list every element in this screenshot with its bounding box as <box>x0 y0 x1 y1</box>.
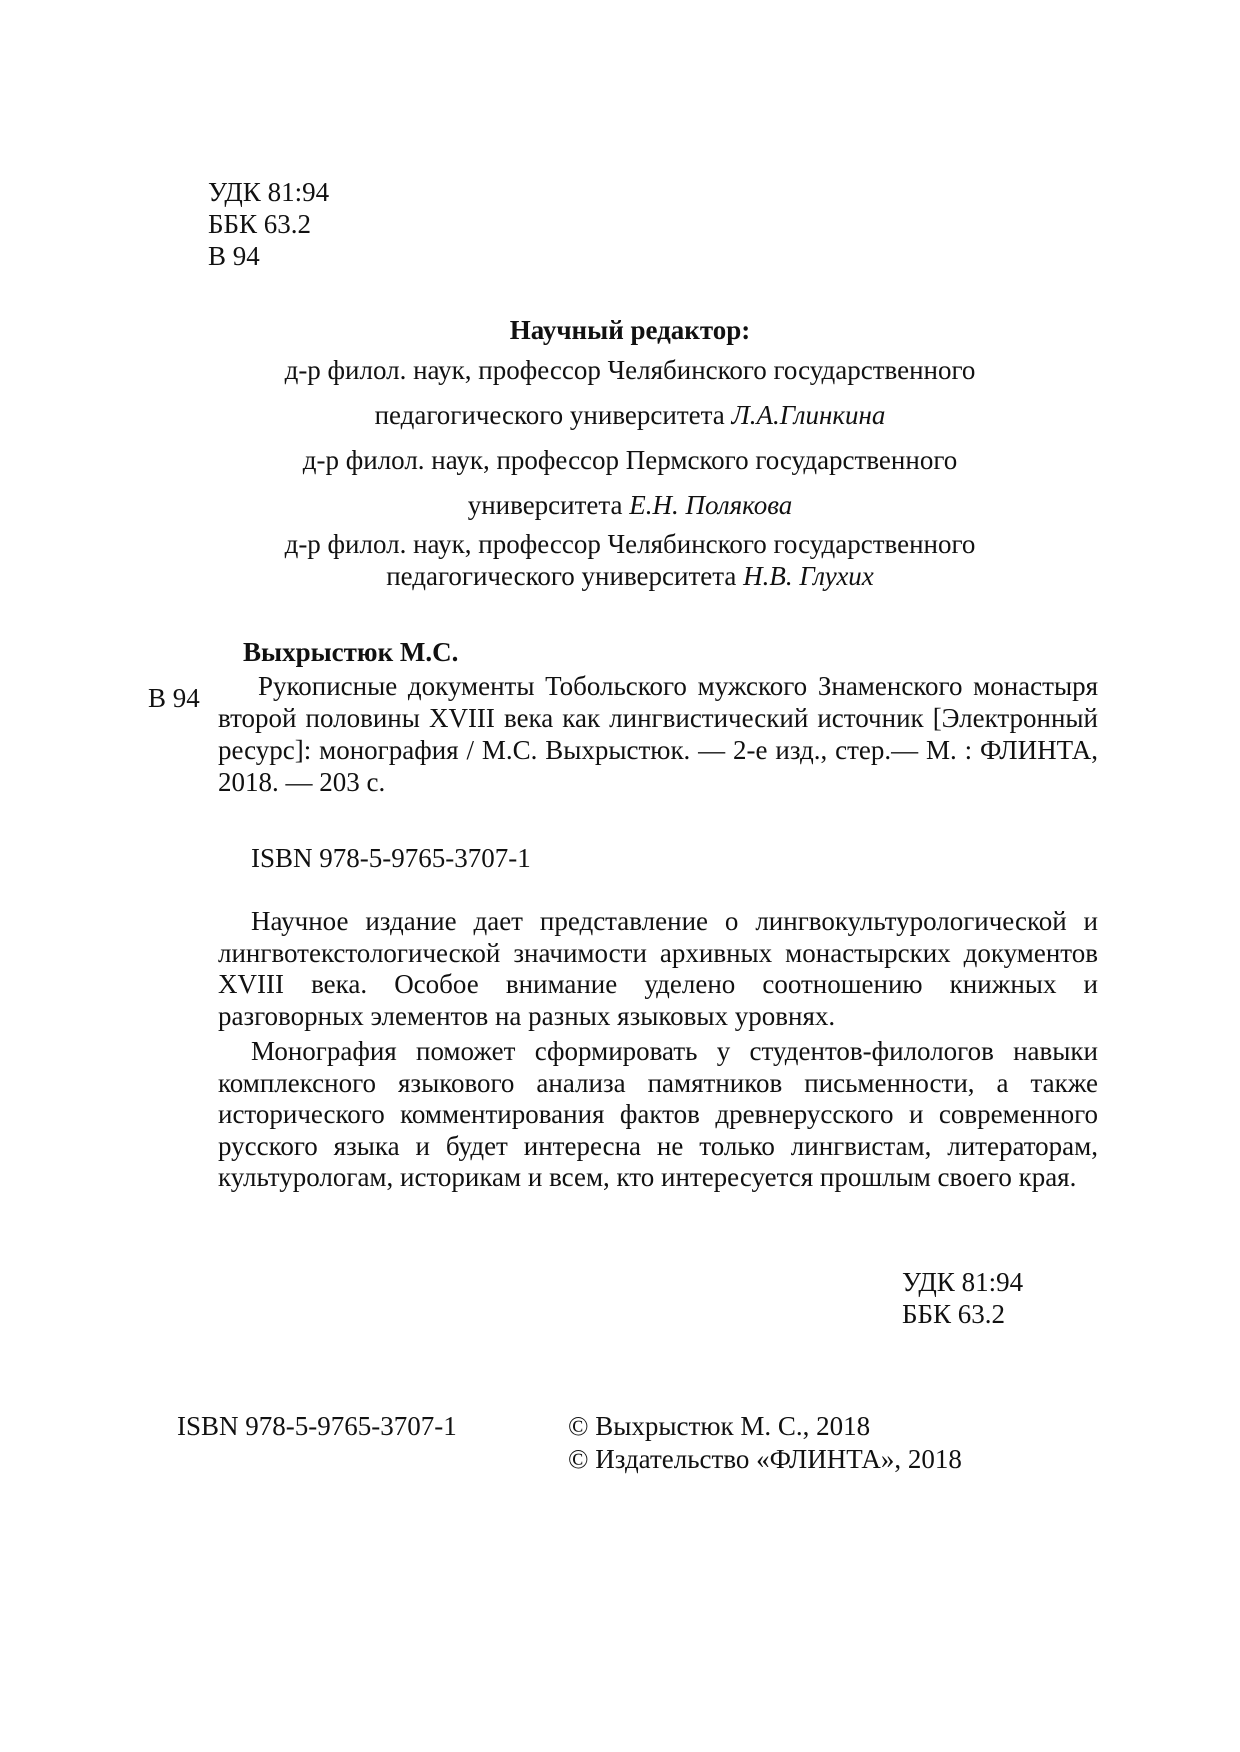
bibliographic-description: Рукописные документы Тобольского мужского Знаменского монастыря второй половины XVIII века как лингвистический источник [Электронный ресурс]: монография / М.С. Выхрыстюк. — 2-е изд., стер.— М. : ФЛИНТА, 2018. — 203 с. <box>218 671 1098 797</box>
classification-codes-bottom <box>902 1266 1023 1330</box>
copyright-block <box>568 1410 962 1476</box>
editor-1-name: Л.А.Глинкина <box>731 400 886 430</box>
author-heading: Выхрыстюк М.С. <box>243 637 459 667</box>
copyright-author: © Выхрыстюк М. С., 2018 <box>568 1411 871 1441</box>
udk-code: УДК 81:94 <box>208 177 330 207</box>
annotation-paragraph-1: Научное издание дает представление о лингвокультурологической и лингвотекстологической значимости архивных монастырских документов XVIII века. Особое внимание уделено соотношению книжных и разговорных элементов на разных языковых уровнях. <box>218 906 1098 1031</box>
isbn-footer: ISBN 978-5-9765-3707-1 <box>177 1411 457 1441</box>
editor-2-affiliation <box>200 483 1060 528</box>
editor-2-university: университета <box>467 490 623 520</box>
copyright-publisher: © Издательство «ФЛИНТА», 2018 <box>568 1444 962 1474</box>
editor-3-position: д-р филол. наук, профессор Челябинского государственного <box>284 529 976 559</box>
isbn-number: ISBN 978-5-9765-3707-1 <box>251 843 531 873</box>
editor-3-name: Н.В. Глухих <box>743 561 874 591</box>
bbk-code: ББК 63.2 <box>208 209 312 239</box>
scientific-editors-block <box>200 314 1060 592</box>
editor-2-position: д-р филол. наук, профессор Пермского государственного <box>302 445 958 475</box>
bbk-code: ББК 63.2 <box>902 1299 1006 1329</box>
editor-3-university: педагогического университета <box>386 561 737 591</box>
editor-1-position: д-р филол. наук, профессор Челябинского государственного <box>284 355 976 385</box>
annotation-paragraph-2: Монография поможет сформировать у студентов-филологов навыки комплексного языкового анализа памятников письменности, а также исторического комментирования фактов древнерусского и современного русского языка и будет интересна не только лингвистам, литераторам, культурологам, историкам и всем, кто интересуется прошлым своего края. <box>218 1036 1098 1192</box>
editor-1-university: педагогического университета <box>374 400 725 430</box>
classification-codes-top <box>208 176 329 272</box>
editors-heading: Научный редактор: <box>509 315 751 345</box>
editor-1-affiliation <box>200 393 1060 438</box>
annotation <box>218 906 1098 1198</box>
cutter-mark: В 94 <box>148 683 200 713</box>
editor-2-name: Е.Н. Полякова <box>629 490 793 520</box>
udk-code: УДК 81:94 <box>902 1267 1024 1297</box>
editor-3-affiliation <box>200 560 1060 592</box>
cutter-code: В 94 <box>208 241 260 271</box>
